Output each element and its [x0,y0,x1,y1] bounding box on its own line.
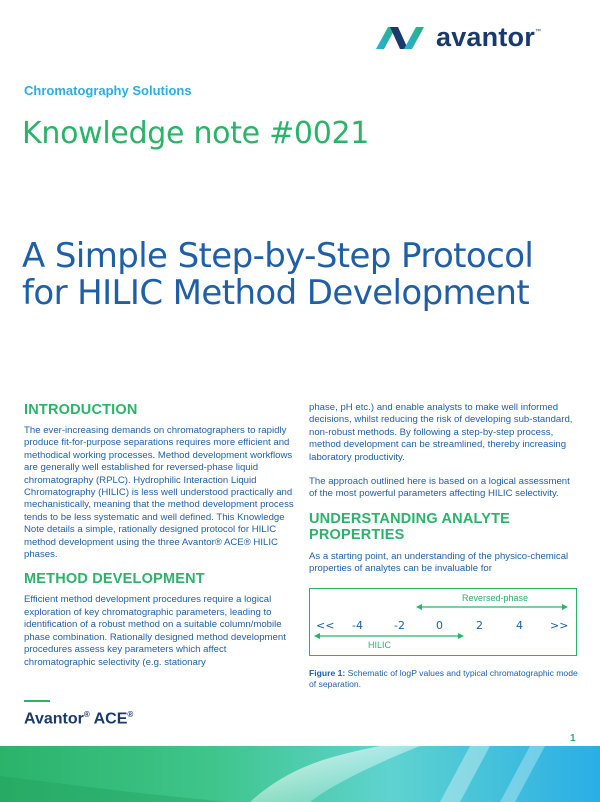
logp-schematic-figure [309,588,577,656]
decorative-gradient-band [0,746,600,802]
tick-label: >> [550,618,569,632]
continuation-paragraph-2: The approach outlined here is based on a logical assessment of the most powerful parameters affecting HILIC selectivity. [309,476,570,500]
analyte-properties-heading: UNDERSTANDING ANALYTE PROPERTIES [309,510,511,543]
footer-product-name [24,710,133,728]
avantor-logo-mark-icon [374,23,430,53]
footer-product-line: ACE [89,710,128,728]
figure-caption-text: Schematic of logP values and typical chromatographic mode of separation. [309,667,578,689]
page-title: A Simple Step-by-Step Protocol for HILIC Method Development [22,236,534,313]
analyte-properties-body: As a starting point, an understanding of the physico-chemical properties of analytes can be invaluable for [309,550,569,575]
page-number: 1 [570,733,576,744]
registered-mark: ® [127,710,134,719]
avantor-logo [374,22,541,53]
right-column [309,402,579,690]
knowledge-note-number: Knowledge note #0021 [22,116,370,151]
footer-divider [24,700,50,702]
registered-mark: ® [83,710,90,719]
footer-product-brand: Avantor [24,710,84,728]
logp-arrows [310,589,576,655]
method-development-heading: METHOD DEVELOPMENT [24,571,205,588]
reversed-phase-label: Reversed-phase [462,592,529,603]
figure-caption [309,668,579,690]
figure-caption-label: Figure 1: [309,667,346,678]
introduction-body: The ever-increasing demands on chromatographers to rapidly produce fit-for-purpose separations requires more efficient and methodical working processes. Method development workflows are generally well established for reversed-phase liquid chromatography (RPLC). Hydrophilic Interaction Liquid Chromatography (HILIC) is less well understood practically and mechanistically, meaning that the method development process tends to be less systematic and well defined. This Knowledge Note details a simple, rationally designed protocol for HILIC method development using the three Avantor® ACE® HILIC phases. [24,425,294,561]
tick-label: << [316,618,335,632]
tick-label: 2 [476,618,483,632]
trademark-symbol: ™ [534,29,541,35]
continuation-paragraph-1: phase, pH etc.) and enable analysts to make well informed decisions, whilst reducing the risk of developing sub-standard, non-robust methods. By following a step-by-step process, method development can be streamlined, thereby increasing laboratory productivity. [309,402,573,463]
left-column [24,402,294,669]
introduction-heading: INTRODUCTION [24,402,138,418]
avantor-wordmark: avantor [436,22,535,52]
kicker-label: Chromatography Solutions [24,83,192,98]
tick-label: 0 [436,618,443,632]
tick-label: -4 [352,618,363,632]
tick-label: 4 [516,618,523,632]
hilic-label: HILIC [368,639,392,650]
tick-label: -2 [394,618,405,632]
method-development-body: Efficient method development procedures require a logical exploration of key chromatographic parameters, leading to identification of a robust method on a suitable column/mobile phase combination. Rationally designed method development procedures assess key parameters which affect chromatographic selectivity (e.g. stationary [24,594,286,668]
